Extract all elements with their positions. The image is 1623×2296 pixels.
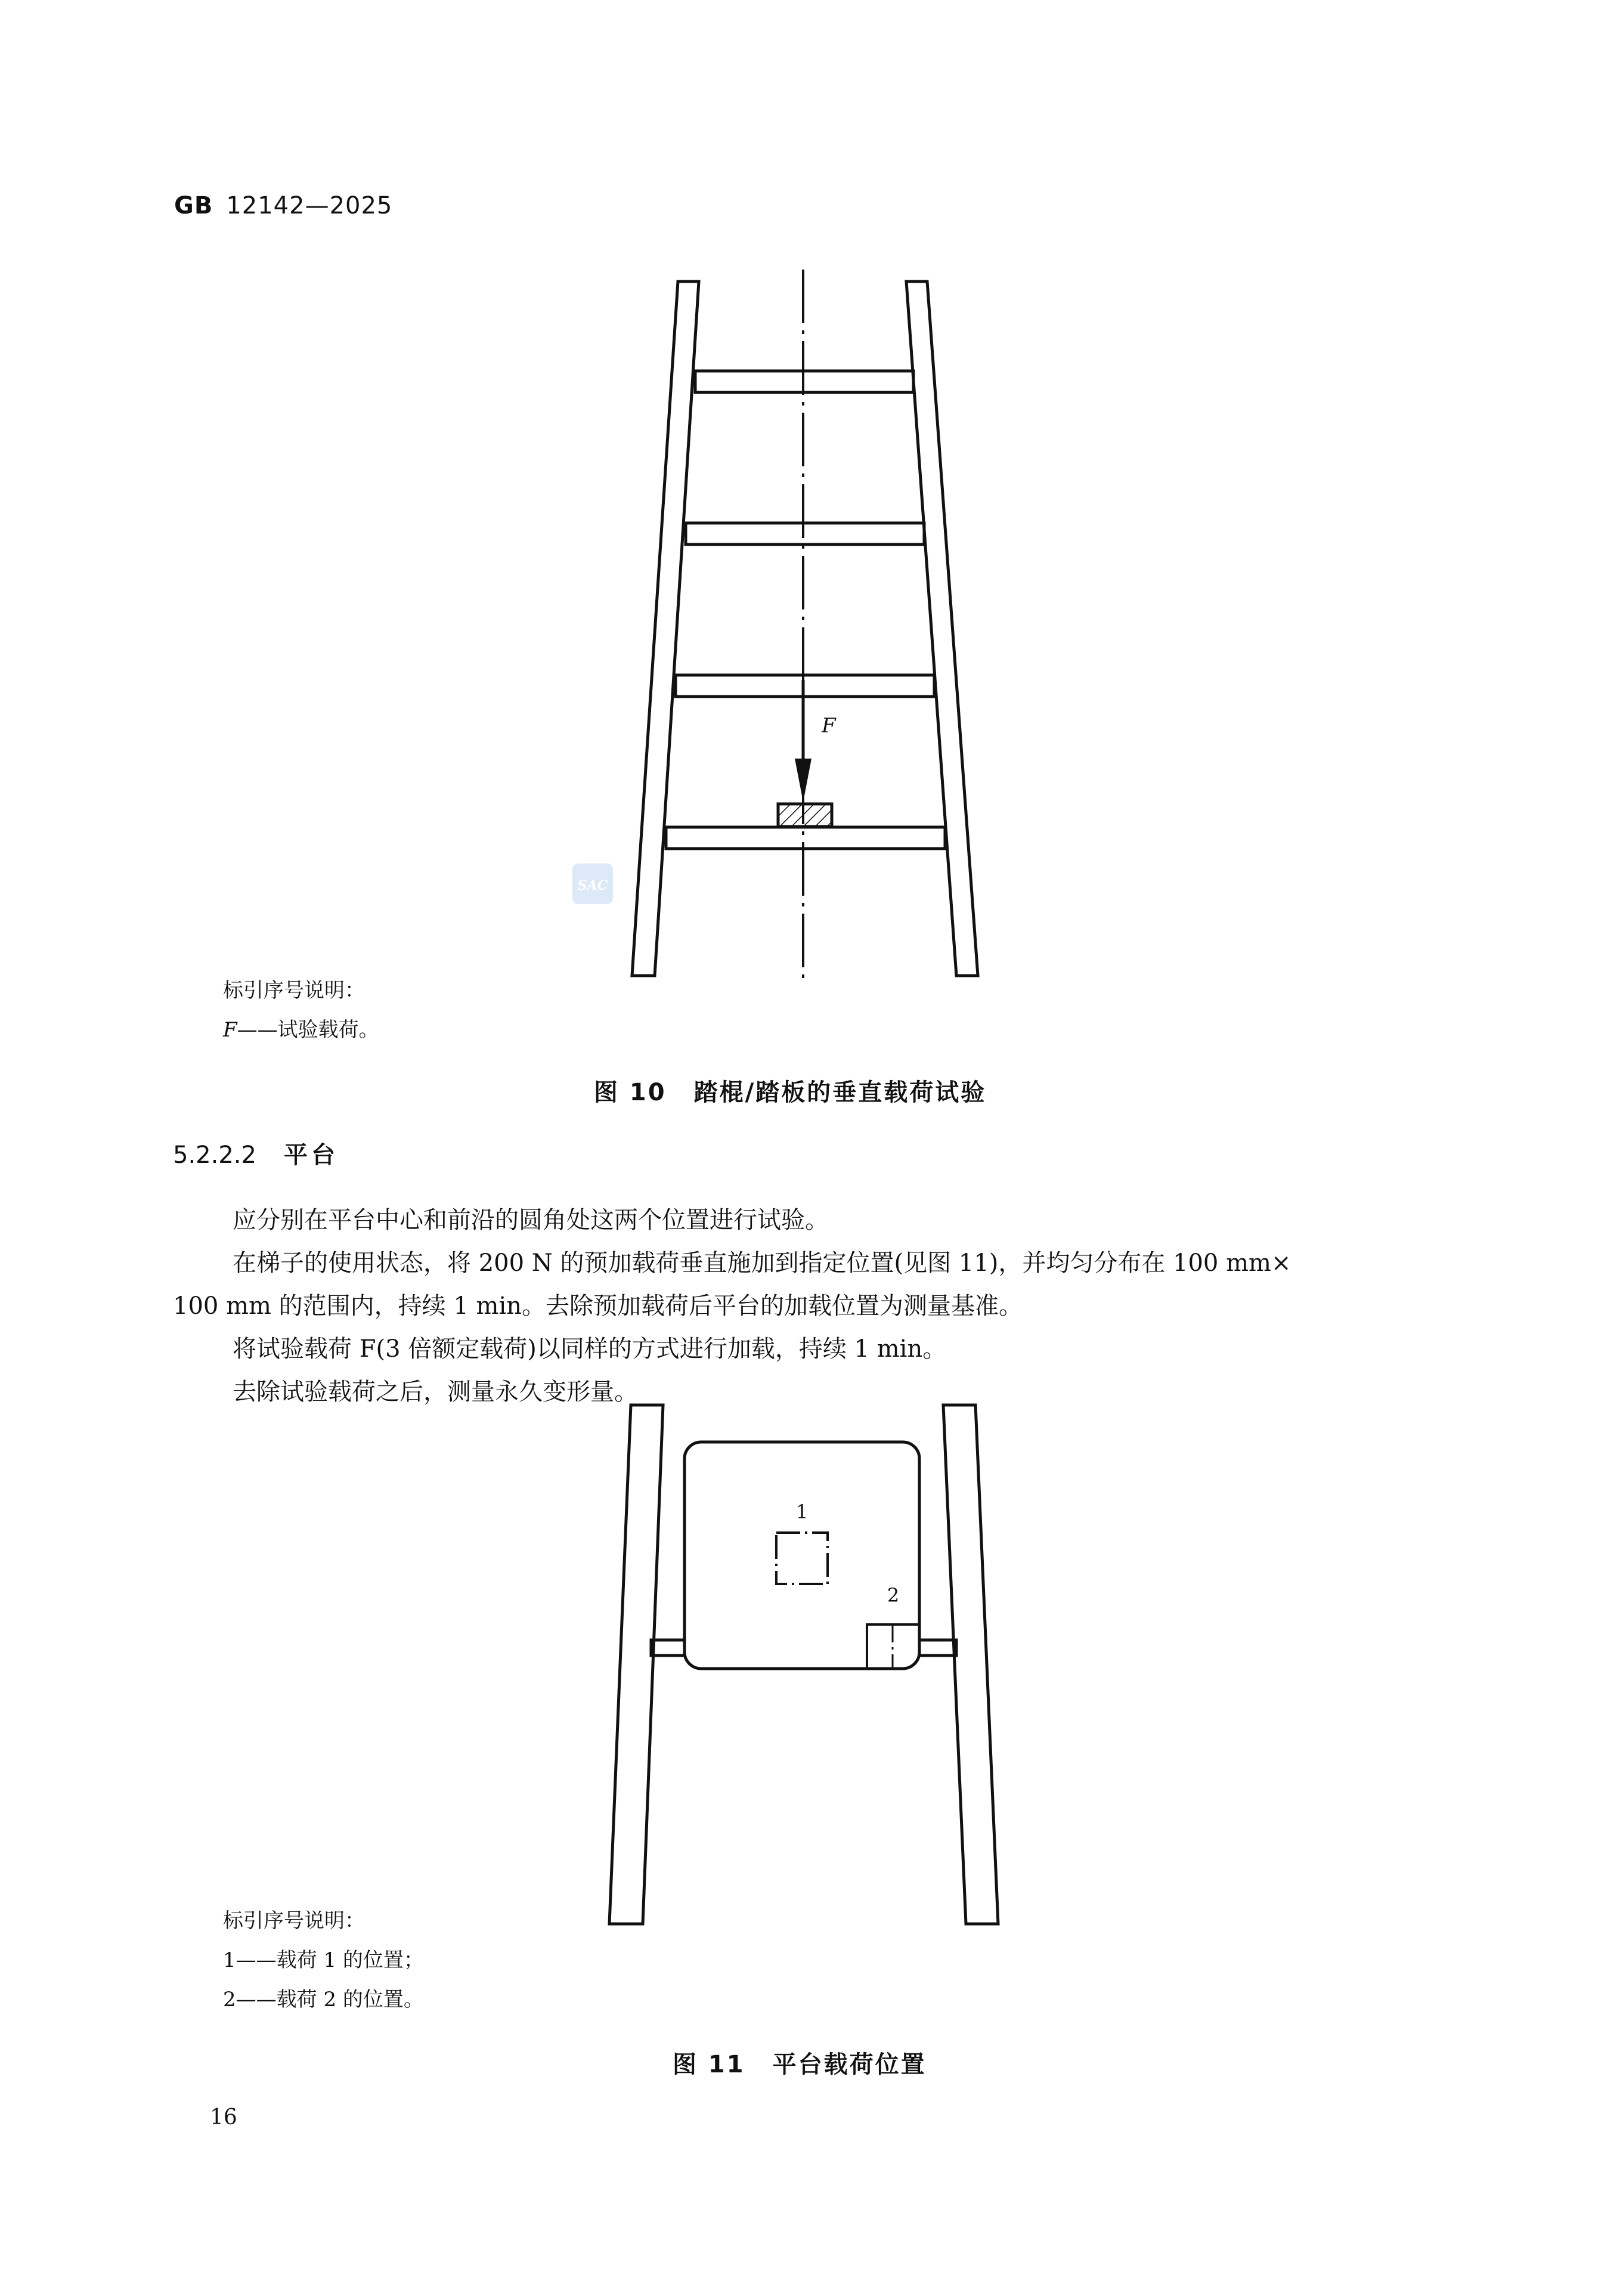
paragraph: 去除试验载荷之后，测量永久变形量。 xyxy=(233,1378,638,1406)
paragraph-continuation: 100 mm 的范围内，持续 1 min。去除预加载荷后平台的加载位置为测量基准。 xyxy=(173,1292,1023,1320)
legend-key: 1 xyxy=(223,1948,236,1972)
figure-10-ladder-drawing xyxy=(0,0,1623,1014)
svg-text:SAC: SAC xyxy=(577,878,608,893)
rung xyxy=(676,675,934,697)
right-stile xyxy=(906,281,978,976)
load-position-1-label: 1 xyxy=(795,1500,809,1523)
page-number: 16 xyxy=(210,2105,237,2130)
legend-item xyxy=(223,1010,379,1050)
right-stile xyxy=(943,1405,998,1924)
legend-desc: ——载荷 1 的位置； xyxy=(236,1948,424,1972)
load-position-2-label: 2 xyxy=(887,1584,900,1607)
paragraph: 应分别在平台中心和前沿的圆角处这两个位置进行试验。 xyxy=(233,1206,829,1234)
rung xyxy=(686,523,924,544)
platform xyxy=(684,1442,919,1669)
left-stile xyxy=(632,281,699,976)
figure-10-legend xyxy=(223,971,379,1050)
figure-11-caption xyxy=(673,2046,927,2080)
caption-text: 平台载荷位置 xyxy=(772,2051,927,2078)
paragraph: 在梯子的使用状态，将 200 N 的预加载荷垂直施加到指定位置(见图 11)，并均匀分布在 100 mm× xyxy=(233,1249,1291,1277)
paragraph: 将试验载荷 F(3 倍额定载荷)以同样的方式进行加载，持续 1 min。 xyxy=(233,1335,947,1363)
legend-item xyxy=(223,1941,424,1980)
sac-watermark xyxy=(572,864,613,904)
load-block xyxy=(778,804,832,827)
figure-10-caption xyxy=(594,1073,986,1107)
legend-title: 标引序号说明： xyxy=(223,979,365,1002)
legend-desc: ——载荷 2 的位置。 xyxy=(236,1988,424,2012)
rung-under-test xyxy=(666,827,945,849)
caption-text: 踏棍/踏板的垂直载荷试验 xyxy=(693,1079,987,1106)
left-stile xyxy=(609,1405,663,1924)
legend-desc: ——试验载荷。 xyxy=(237,1018,379,1042)
section-heading xyxy=(173,1136,339,1170)
section-title: 平台 xyxy=(283,1141,339,1169)
section-number: 5.2.2.2 xyxy=(173,1141,256,1169)
legend-item xyxy=(223,1980,424,2019)
legend-key: F xyxy=(223,1018,237,1042)
force-arrow xyxy=(795,680,811,802)
figure-11-platform-drawing xyxy=(0,1372,1623,1932)
legend-key: 2 xyxy=(223,1988,236,2012)
legend-title: 标引序号说明： xyxy=(223,1909,365,1933)
figure-11-legend xyxy=(223,1901,424,2019)
caption-number: 图 10 xyxy=(594,1079,667,1106)
force-label: F xyxy=(822,714,836,738)
caption-number: 图 11 xyxy=(673,2051,745,2078)
standard-prefix: GB xyxy=(174,192,213,219)
standard-number: 12142—2025 xyxy=(226,192,393,219)
